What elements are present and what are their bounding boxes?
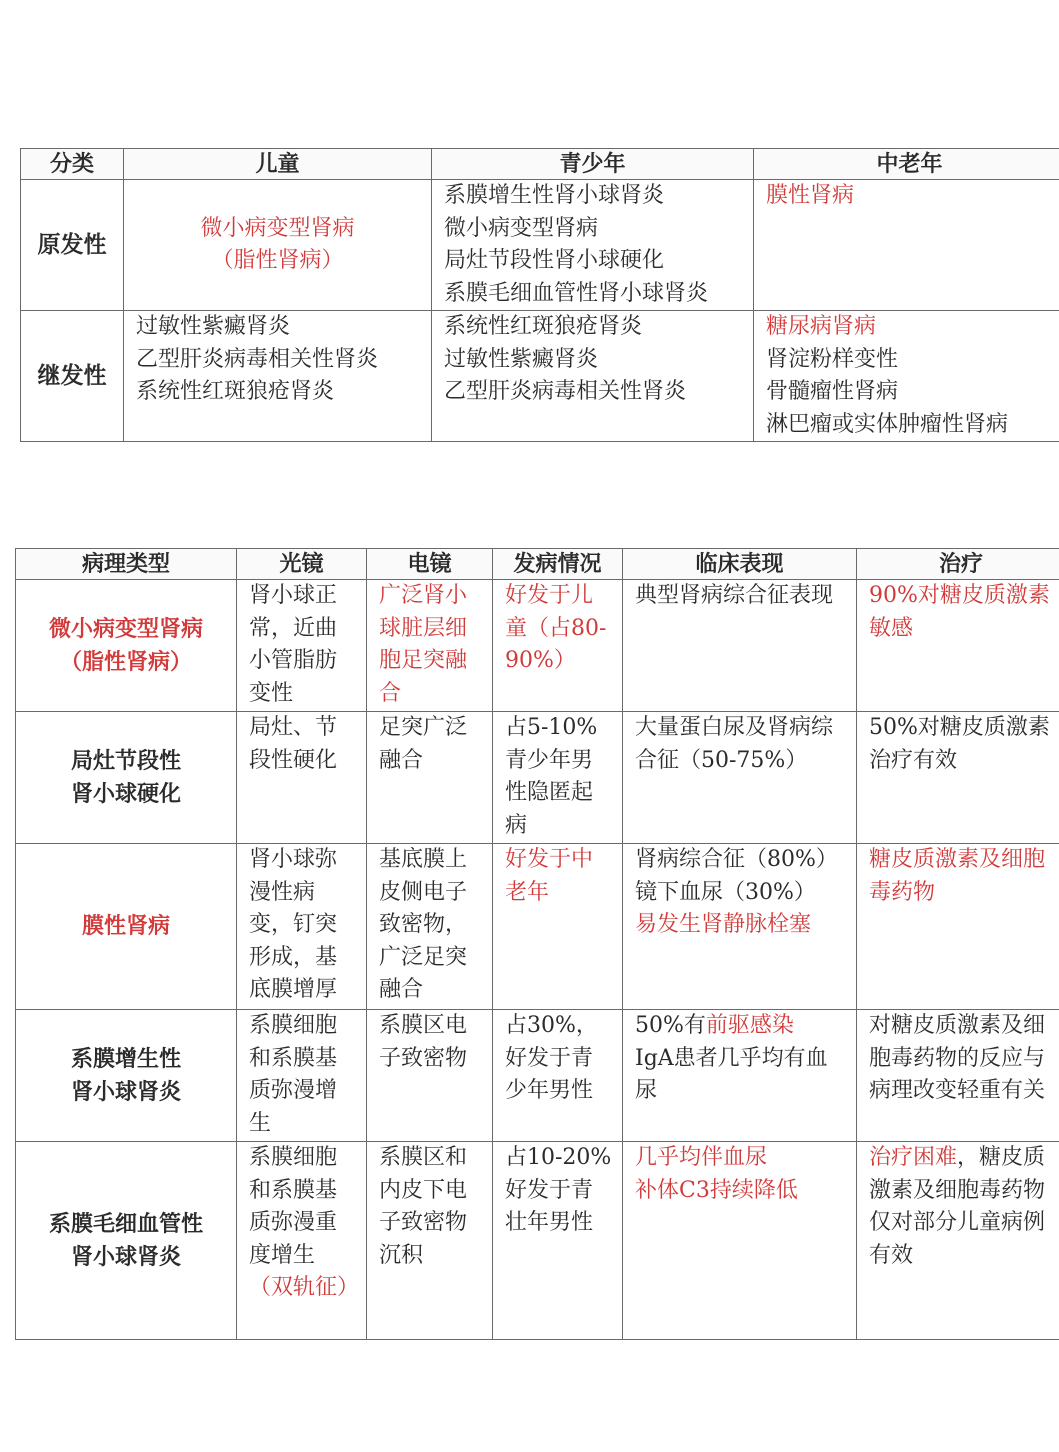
table-row — [16, 580, 1059, 712]
primary-elderly: 膜性肾病 — [754, 180, 1059, 311]
primary-child: 微小病变型肾病 （脂性肾病） — [124, 180, 432, 311]
type-membranous: 膜性肾病 — [16, 844, 237, 1010]
age-classification-table — [20, 148, 1059, 442]
header-pathology-type: 病理类型 — [16, 549, 237, 580]
header-clinical: 临床表现 — [623, 549, 857, 580]
onset-cell: 占30%，好发于青少年男性 — [493, 1010, 623, 1142]
primary-youth: 系膜增生性肾小球肾炎 微小病变型肾病 局灶节段性肾小球硬化 系膜毛细血管性肾小球肾炎 — [432, 180, 754, 311]
category-primary: 原发性 — [21, 180, 124, 311]
light-cell: 肾小球弥漫性病变，钉突形成，基底膜增厚 — [237, 844, 367, 1010]
type-fsgs: 局灶节段性 肾小球硬化 — [16, 712, 237, 844]
secondary-elderly: 糖尿病肾病 肾淀粉样变性 骨髓瘤性肾病 淋巴瘤或实体肿瘤性肾病 — [754, 311, 1059, 442]
header-onset: 发病情况 — [493, 549, 623, 580]
treatment-cell: 50%对糖皮质激素治疗有效 — [857, 712, 1059, 844]
treatment-cell: 治疗困难，糖皮质激素及细胞毒药物仅对部分儿童病例有效 — [857, 1142, 1059, 1340]
electron-cell: 系膜区和内皮下电子致密物沉积 — [367, 1142, 493, 1340]
table-row — [21, 311, 1059, 442]
header-elderly: 中老年 — [754, 149, 1059, 180]
light-cell: 肾小球正常，近曲小管脂肪变性 — [237, 580, 367, 712]
light-cell: 系膜细胞和系膜基质弥漫重度增生（双轨征） — [237, 1142, 367, 1340]
header-treatment: 治疗 — [857, 549, 1059, 580]
light-cell: 局灶、节段性硬化 — [237, 712, 367, 844]
header-light-microscope: 光镜 — [237, 549, 367, 580]
type-mpgn: 系膜毛细血管性 肾小球肾炎 — [16, 1142, 237, 1340]
type-mesangial-proliferative: 系膜增生性 肾小球肾炎 — [16, 1010, 237, 1142]
table-row — [16, 1010, 1059, 1142]
clinical-cell: 肾病综合征（80%） 镜下血尿（30%） 易发生肾静脉栓塞 — [623, 844, 857, 1010]
clinical-cell: 典型肾病综合征表现 — [623, 580, 857, 712]
secondary-child: 过敏性紫癜肾炎 乙型肝炎病毒相关性肾炎 系统性红斑狼疮肾炎 — [124, 311, 432, 442]
electron-cell: 足突广泛融合 — [367, 712, 493, 844]
table-row — [16, 1142, 1059, 1340]
pathology-table — [15, 548, 1059, 1340]
light-cell: 系膜细胞和系膜基质弥漫增生 — [237, 1010, 367, 1142]
onset-cell: 好发于儿童（占80-90%） — [493, 580, 623, 712]
onset-cell: 好发于中老年 — [493, 844, 623, 1010]
onset-cell: 占10-20%好发于青壮年男性 — [493, 1142, 623, 1340]
category-secondary: 继发性 — [21, 311, 124, 442]
header-child: 儿童 — [124, 149, 432, 180]
clinical-cell: 几乎均伴血尿 补体C3持续降低 — [623, 1142, 857, 1340]
table-row — [16, 712, 1059, 844]
treatment-cell: 对糖皮质激素及细胞毒药物的反应与病理改变轻重有关 — [857, 1010, 1059, 1142]
table-row — [16, 844, 1059, 1010]
electron-cell: 系膜区电子致密物 — [367, 1010, 493, 1142]
onset-cell: 占5-10%青少年男性隐匿起病 — [493, 712, 623, 844]
table-header-row — [16, 549, 1059, 580]
electron-cell: 基底膜上皮侧电子致密物，广泛足突融合 — [367, 844, 493, 1010]
header-youth: 青少年 — [432, 149, 754, 180]
header-category: 分类 — [21, 149, 124, 180]
clinical-cell: 50%有前驱感染 IgA患者几乎均有血尿 — [623, 1010, 857, 1142]
table-row — [21, 180, 1059, 311]
clinical-cell: 大量蛋白尿及肾病综合征（50-75%） — [623, 712, 857, 844]
secondary-youth: 系统性红斑狼疮肾炎 过敏性紫癜肾炎 乙型肝炎病毒相关性肾炎 — [432, 311, 754, 442]
treatment-cell: 90%对糖皮质激素敏感 — [857, 580, 1059, 712]
type-minimal-change: 微小病变型肾病 （脂性肾病） — [16, 580, 237, 712]
header-electron-microscope: 电镜 — [367, 549, 493, 580]
treatment-cell: 糖皮质激素及细胞毒药物 — [857, 844, 1059, 1010]
table-header-row — [21, 149, 1059, 180]
electron-cell: 广泛肾小球脏层细胞足突融合 — [367, 580, 493, 712]
